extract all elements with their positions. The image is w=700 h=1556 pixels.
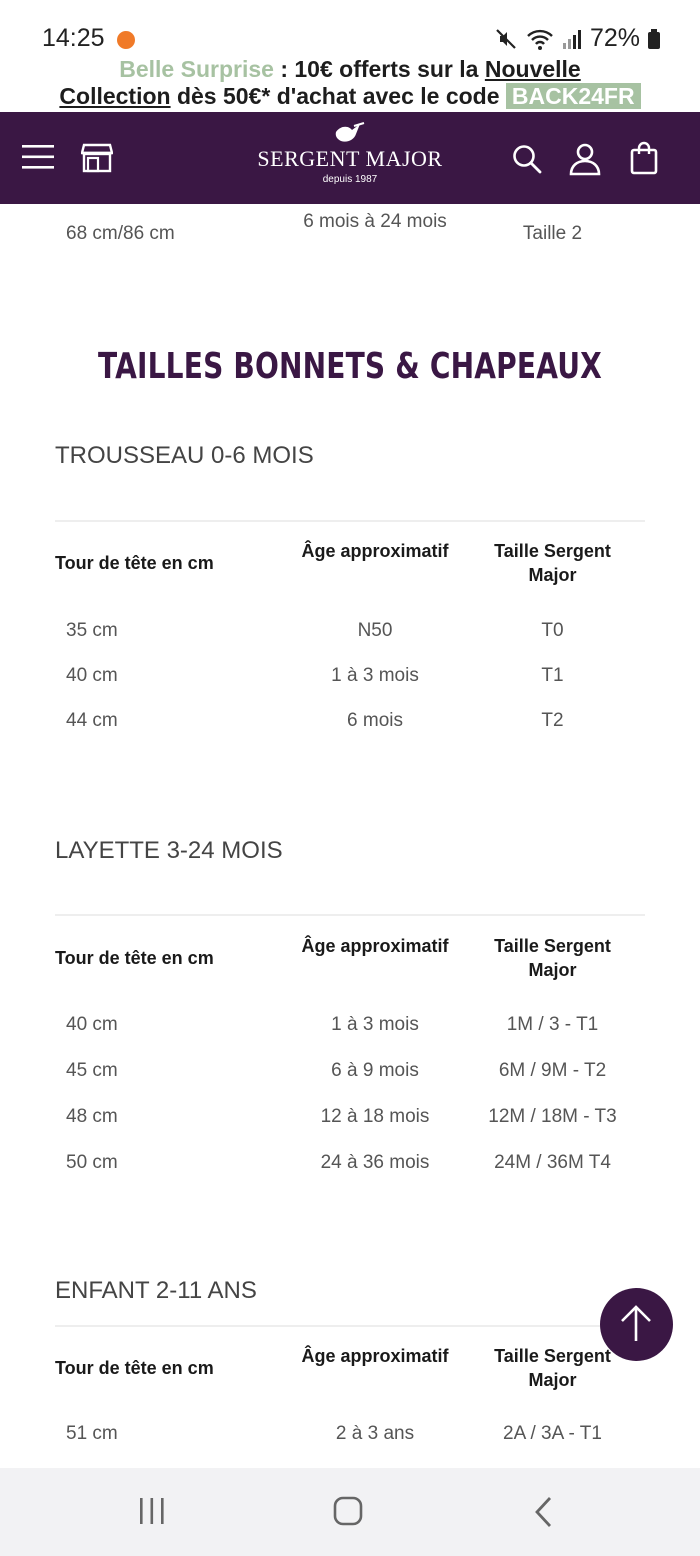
battery-icon xyxy=(648,29,660,49)
table-cell: 44 cm xyxy=(66,710,118,731)
wifi-icon xyxy=(526,27,554,51)
logo-since: depuis 1987 xyxy=(322,174,378,185)
table-cell: 40 cm xyxy=(66,665,118,686)
column-header-age: Âge approximatif xyxy=(301,541,449,561)
battery-level: 72% xyxy=(589,24,640,52)
table-cell: 51 cm xyxy=(66,1423,118,1444)
column-header-size: Taille Sergent Major xyxy=(494,936,611,980)
cell-head: 68 cm/86 cm xyxy=(66,223,175,244)
signal-icon xyxy=(562,28,582,50)
table-cell: 1 à 3 mois xyxy=(331,665,419,686)
table-cell: 1M / 3 - T1 xyxy=(506,1014,599,1035)
status-bar xyxy=(0,0,700,58)
table-cell: 45 cm xyxy=(66,1060,118,1081)
table-cell: 6M / 9M - T2 xyxy=(498,1060,607,1081)
cart-bag-icon[interactable] xyxy=(630,141,658,175)
sergent-major-logo[interactable] xyxy=(240,122,460,185)
table-cell: 1 à 3 mois xyxy=(331,1014,419,1035)
back-icon[interactable] xyxy=(533,1496,555,1528)
search-icon[interactable] xyxy=(511,143,543,175)
table-cell: 6 à 9 mois xyxy=(331,1060,419,1081)
cell-age: 6 mois à 24 mois xyxy=(303,211,447,232)
column-header-head: Tour de tête en cm xyxy=(55,553,214,573)
table-cell: 48 cm xyxy=(66,1106,118,1127)
menu-icon[interactable] xyxy=(22,143,54,171)
table-cell: 24M / 36M T4 xyxy=(494,1152,611,1173)
logo-mark-icon xyxy=(332,122,368,146)
column-header-age: Âge approximatif xyxy=(301,936,449,956)
system-nav-bar xyxy=(0,1468,700,1556)
arrow-up-icon xyxy=(619,1305,653,1343)
promo-code: BACK24FR xyxy=(506,83,641,109)
table-cell: N50 xyxy=(357,620,393,641)
table-cell: 40 cm xyxy=(66,1014,118,1035)
promo-brand: Belle Surprise xyxy=(119,56,274,82)
table-cell: 12M / 18M - T3 xyxy=(488,1106,617,1127)
promo-text-1: : 10€ offerts sur la xyxy=(273,56,485,82)
recent-apps-icon[interactable] xyxy=(137,1497,167,1525)
site-header xyxy=(0,112,700,204)
column-header-size: Taille Sergent Major xyxy=(494,541,611,585)
page-title: TAILLES BONNETS & CHAPEAUX xyxy=(98,346,602,387)
section-divider xyxy=(55,914,645,916)
table-cell: 12 à 18 mois xyxy=(320,1106,430,1127)
account-icon[interactable] xyxy=(569,142,601,176)
table-cell: T1 xyxy=(541,665,564,686)
table-cell: 50 cm xyxy=(66,1152,118,1173)
column-header-size: Taille Sergent Major xyxy=(494,1346,611,1390)
table-row xyxy=(0,204,700,264)
notification-dot-icon xyxy=(117,31,135,49)
store-icon[interactable] xyxy=(81,143,113,173)
table-cell: T0 xyxy=(541,620,564,641)
section-title-layette: LAYETTE 3-24 MOIS xyxy=(55,837,283,864)
mute-icon xyxy=(494,27,518,51)
promo-link-collection[interactable]: Collection xyxy=(59,83,171,109)
home-icon[interactable] xyxy=(333,1496,363,1526)
section-divider xyxy=(55,520,645,522)
status-time: 14:25 xyxy=(42,24,105,52)
status-icons xyxy=(494,24,660,53)
cell-size: Taille 2 xyxy=(522,223,583,244)
section-title-enfant: ENFANT 2-11 ANS xyxy=(55,1277,257,1304)
back-to-top-button[interactable] xyxy=(600,1288,673,1361)
column-header-age: Âge approximatif xyxy=(301,1346,449,1366)
table-cell: 24 à 36 mois xyxy=(320,1152,430,1173)
table-cell: 2A / 3A - T1 xyxy=(503,1423,602,1444)
logo-name: SERGENT MAJOR xyxy=(257,146,443,171)
column-header-head: Tour de tête en cm xyxy=(55,1358,214,1378)
section-title-trousseau: TROUSSEAU 0-6 MOIS xyxy=(55,442,314,469)
section-divider xyxy=(55,1325,645,1327)
table-cell: T2 xyxy=(541,710,564,731)
table-cell: 2 à 3 ans xyxy=(335,1423,415,1444)
promo-link-nouvelle[interactable]: Nouvelle xyxy=(484,56,581,82)
column-header-head: Tour de tête en cm xyxy=(55,948,214,968)
table-cell: 6 mois xyxy=(347,710,403,731)
promo-text-2: dès 50€* d'achat avec le code xyxy=(170,83,506,109)
promo-banner[interactable] xyxy=(0,56,700,112)
table-cell: 35 cm xyxy=(66,620,118,641)
